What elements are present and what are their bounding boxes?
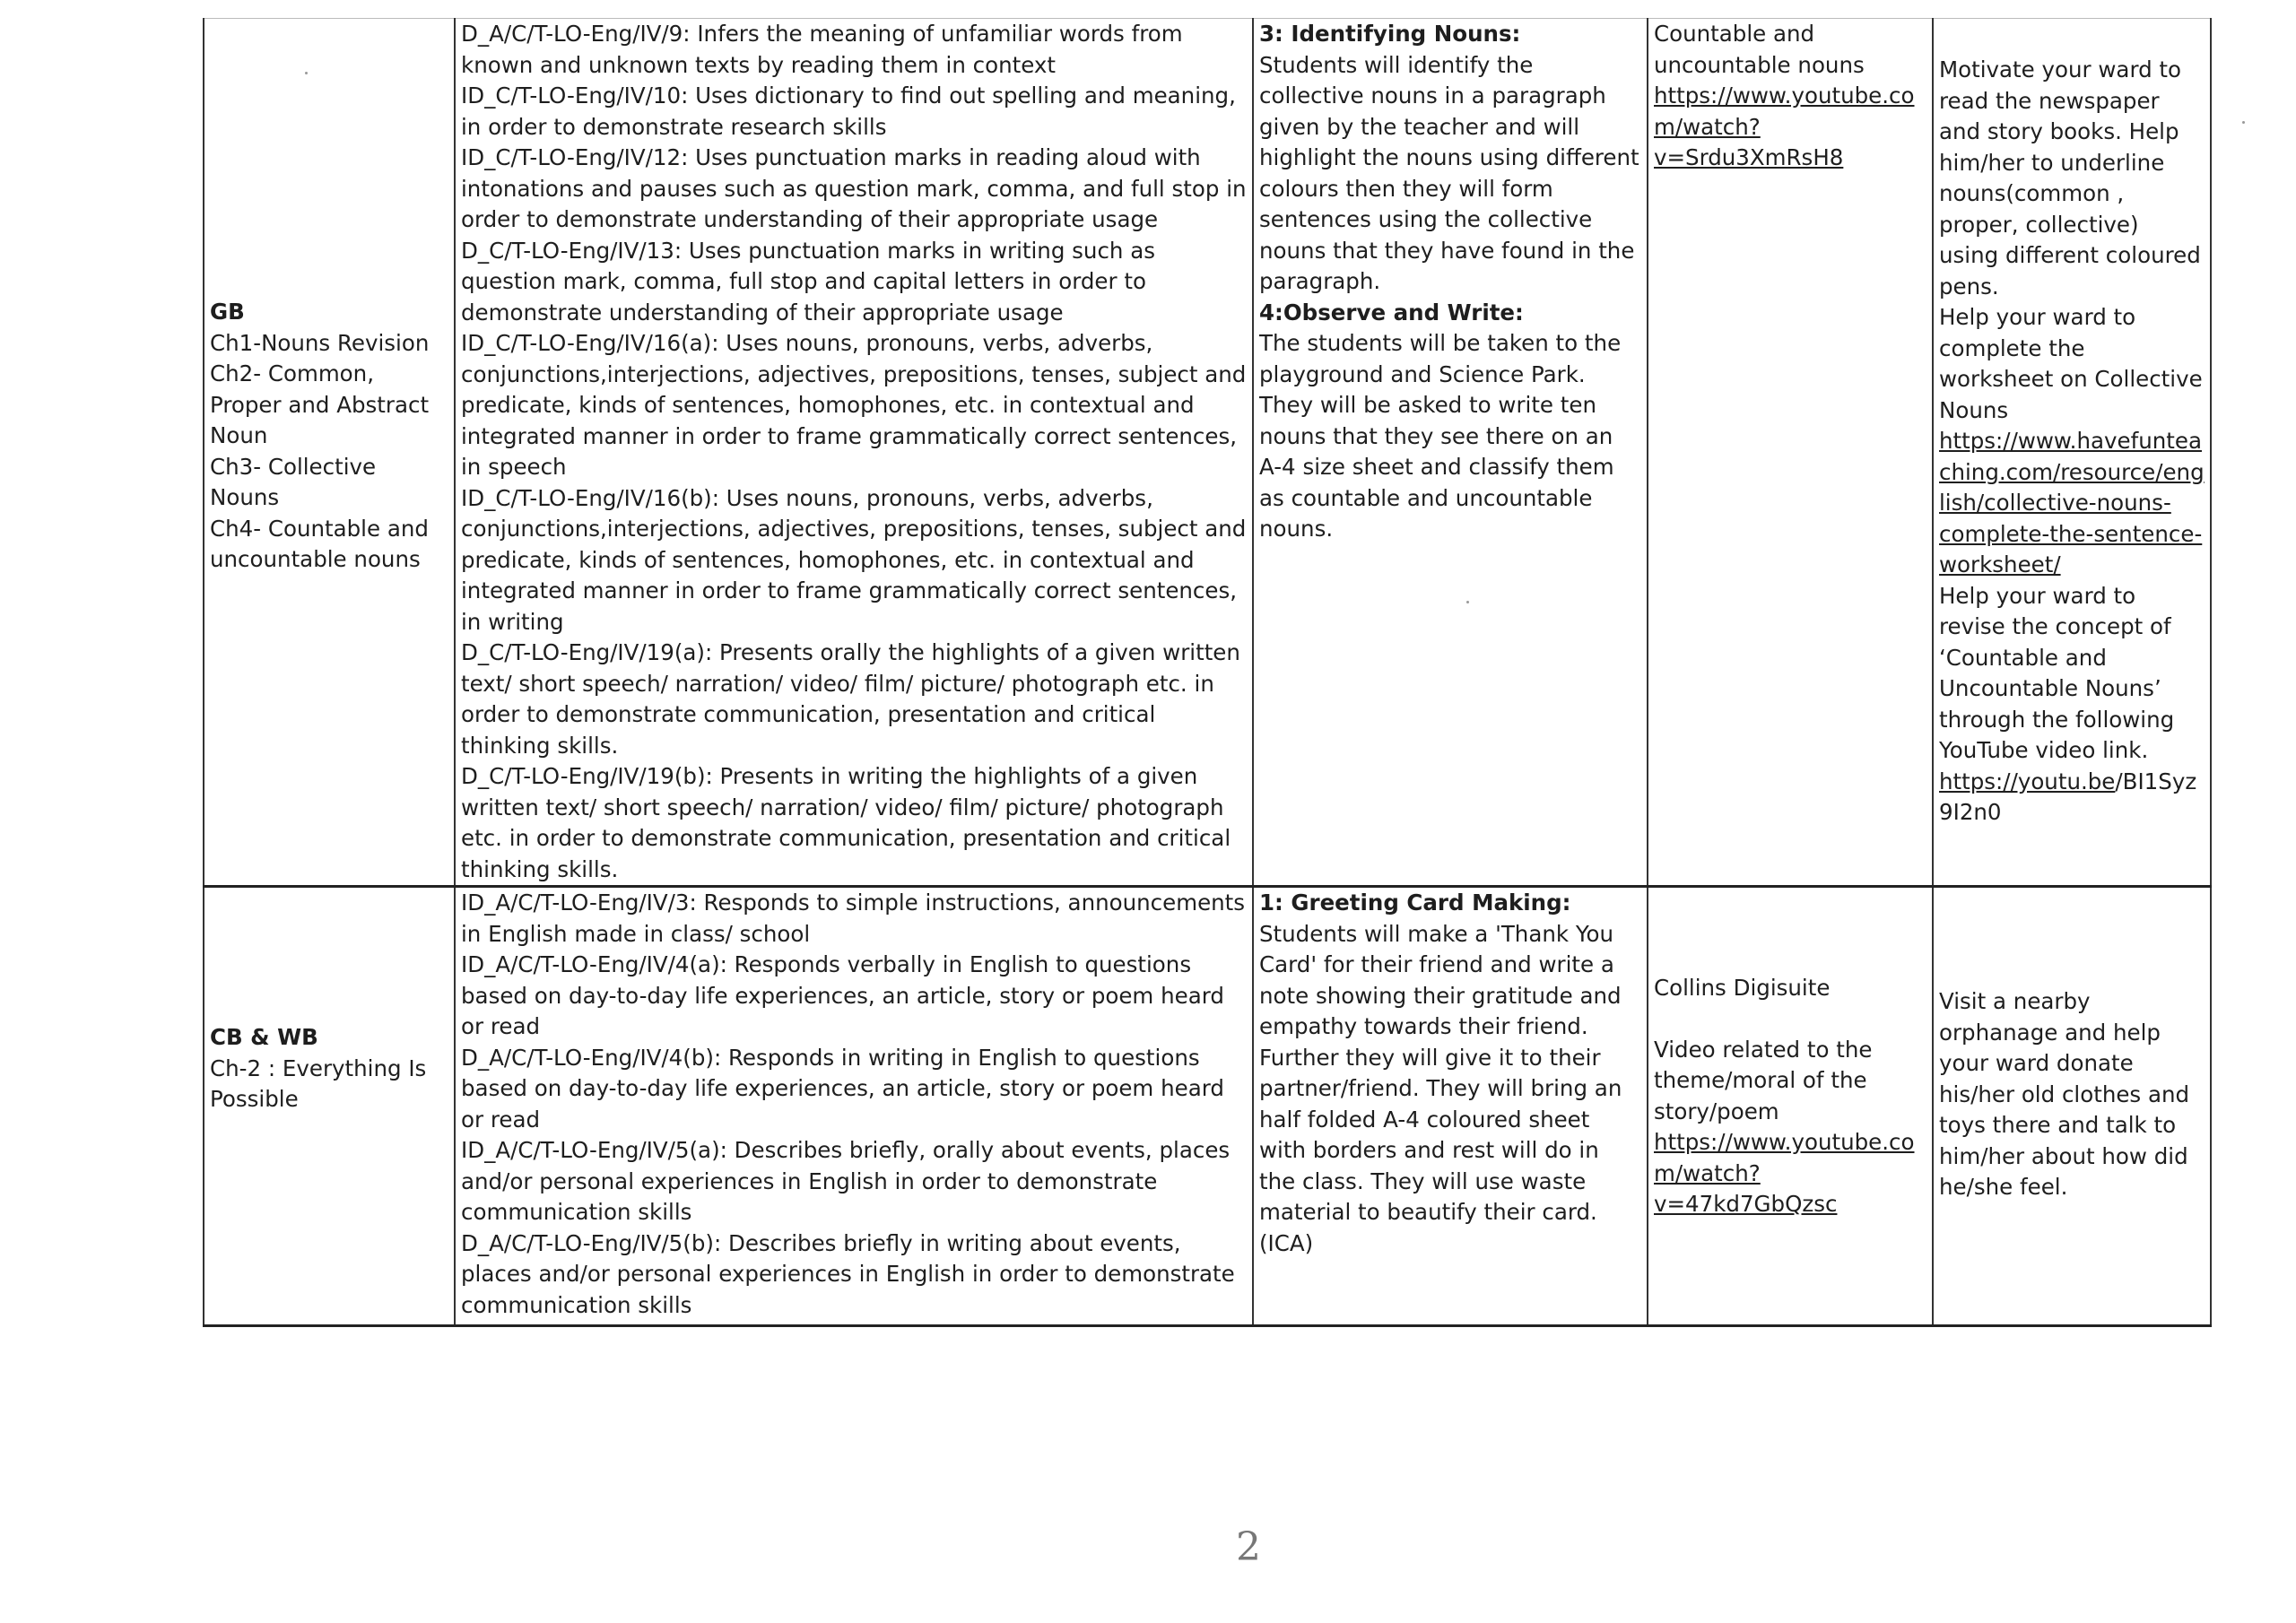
learning-outcome: D_C/T-LO-Eng/IV/13: Uses punctuation marks in writing such as question mark, comma, full stop and capital letters in order to demonstrate understanding of their appropriate usage [461,237,1156,325]
activity-text: Students will identify the collective nouns in a paragraph given by the teacher and will highlight the nouns using different colours then they will form sentences using the collective nouns that they have found in the paragraph. [1259,51,1639,294]
resources-cell [1648,19,1933,887]
learning-outcome: ID_A/C/T-LO-Eng/IV/4(a): Responds verbally in English to questions based on day-to-day life experiences, an article, story or poem heard or read [461,951,1224,1039]
parent-text: Help your ward to revise the concept of ‘Countable and Uncountable Nouns’ through the following YouTube video link. [1939,582,2175,763]
table-row [204,19,2211,887]
learning-outcome: ID_C/T-LO-Eng/IV/10: Uses dictionary to find out spelling and meaning, in order to demonstrate research skills [461,82,1236,140]
chapter-item: Ch4- Countable and uncountable nouns [210,515,429,572]
book-cell [204,887,455,1326]
activities-cell [1253,887,1648,1326]
book-code: GB [210,299,245,325]
scan-speck [1466,601,1469,603]
learning-outcome: D_A/C/T-LO-Eng/IV/4(b): Responds in writing in English to questions based on day-to-day life experiences, an article, story or poem heard or read [461,1044,1224,1133]
resource-text: Collins Digisuite [1654,975,1831,1001]
page-number: 2 [1236,1524,1261,1570]
parent-text: Help your ward to complete the worksheet on Collective Nouns [1939,304,2203,423]
youtube-link[interactable]: https://www.youtube.com/watch?v=Srdu3XmRsH8 [1654,82,1915,170]
learning-outcome: ID_C/T-LO-Eng/IV/16(b): Uses nouns, pronouns, verbs, adverbs, conjunctions,interjections, adjectives, prepositions, tenses, subject and predicate, kinds of sentences, homophones, etc. in contextual and integrated manner in order to frame grammatically correct sentences, in writing [461,484,1247,635]
table-row [204,887,2211,1326]
parent-involvement-cell [1933,19,2211,887]
parent-text: Motivate your ward to read the newspaper and story books. Help him/her to underline nouns(common , proper, collective) using different coloured pens. [1939,56,2201,299]
worksheet-link[interactable]: https://www.havefunteaching.com/resource/english/collective-nouns-complete-the-sentence-worksheet/ [1939,428,2205,577]
activity-text: Students will make a 'Thank You Card' for their friend and write a note showing their gratitude and empathy towards their friend. Further they will give it to their partner/friend. They will bring an half folded A-4 coloured sheet with borders and rest will do in the class. They will use waste material to beautify their card. (ICA) [1259,920,1622,1256]
learning-outcome: D_A/C/T-LO-Eng/IV/9: Infers the meaning of unfamiliar words from known and unknown texts by reading them in context [461,21,1183,78]
chapter-item: Ch3- Collective Nouns [210,453,377,510]
activities-cell [1253,19,1648,887]
chapter-item: Ch-2 : Everything Is Possible [210,1055,427,1112]
resource-text: Video related to the theme/moral of the story/poem [1654,1036,1873,1124]
activity-title: 1: Greeting Card Making: [1259,890,1571,916]
learning-outcome: D_A/C/T-LO-Eng/IV/5(b): Describes briefly in writing about events, places and/or personal experiences in English in order to demonstrate communication skills [461,1229,1235,1318]
chapter-item: Ch2- Common, Proper and Abstract Noun [210,360,430,448]
learning-outcome: ID_A/C/T-LO-Eng/IV/5(a): Describes briefly, orally about events, places and/or personal experiences in English in order to demonstrate communication skills [461,1137,1231,1225]
learning-outcome: ID_C/T-LO-Eng/IV/12: Uses punctuation marks in reading aloud with intonations and pauses such as question mark, comma, and full stop in order to demonstrate understanding of their appropriate usage [461,144,1247,232]
scan-speck [305,72,308,74]
chapter-item: Ch1-Nouns Revision [210,329,430,356]
youtube-short-link-path: /BI1Syz9I2n0 [1939,768,2197,825]
syllabus-table [203,18,2212,1327]
activity-title: 3: Identifying Nouns: [1259,21,1521,47]
youtube-short-link-domain[interactable]: https://youtu.be [1939,768,2116,794]
parent-involvement-cell [1933,887,2211,1326]
activity-title: 4:Observe and Write: [1259,299,1524,325]
learning-outcomes-cell [455,887,1253,1326]
resources-cell [1648,887,1933,1326]
parent-text: Visit a nearby orphanage and help your ward donate his/her old clothes and toys there and talk to him/her about how did he/she feel. [1939,988,2190,1200]
youtube-link[interactable]: https://www.youtube.com/watch?v=47kd7GbQzsc [1654,1129,1915,1217]
learning-outcome: ID_A/C/T-LO-Eng/IV/3: Responds to simple instructions, announcements in English made in class/ school [461,890,1246,947]
activity-text: The students will be taken to the playground and Science Park. They will be asked to write ten nouns that they see there on an A-4 size sheet and classify them as countable and uncountable nouns. [1259,330,1622,542]
book-code: CB & WB [210,1024,318,1050]
learning-outcomes-cell [455,19,1253,887]
youtube-short-link [1939,767,2205,829]
learning-outcome: D_C/T-LO-Eng/IV/19(a): Presents orally the highlights of a given written text/ short speech/ narration/ video/ film/ picture/ photograph etc. in order to demonstrate communication, presentation and critical thinking skills. [461,639,1240,759]
resource-text: Countable and uncountable nouns [1654,21,1865,78]
learning-outcome: ID_C/T-LO-Eng/IV/16(a): Uses nouns, pronouns, verbs, adverbs, conjunctions,interjections, adjectives, prepositions, tenses, subject and predicate, kinds of sentences, homophones, etc. in contextual and integrated manner in order to frame grammatically correct sentences, in speech [461,330,1247,480]
scan-speck [2242,121,2245,124]
learning-outcome: D_C/T-LO-Eng/IV/19(b): Presents in writing the highlights of a given written text/ short speech/ narration/ video/ film/ picture/ photograph etc. in order to demonstrate communication, presentation and critical thinking skills. [461,763,1231,882]
book-cell [204,19,455,887]
